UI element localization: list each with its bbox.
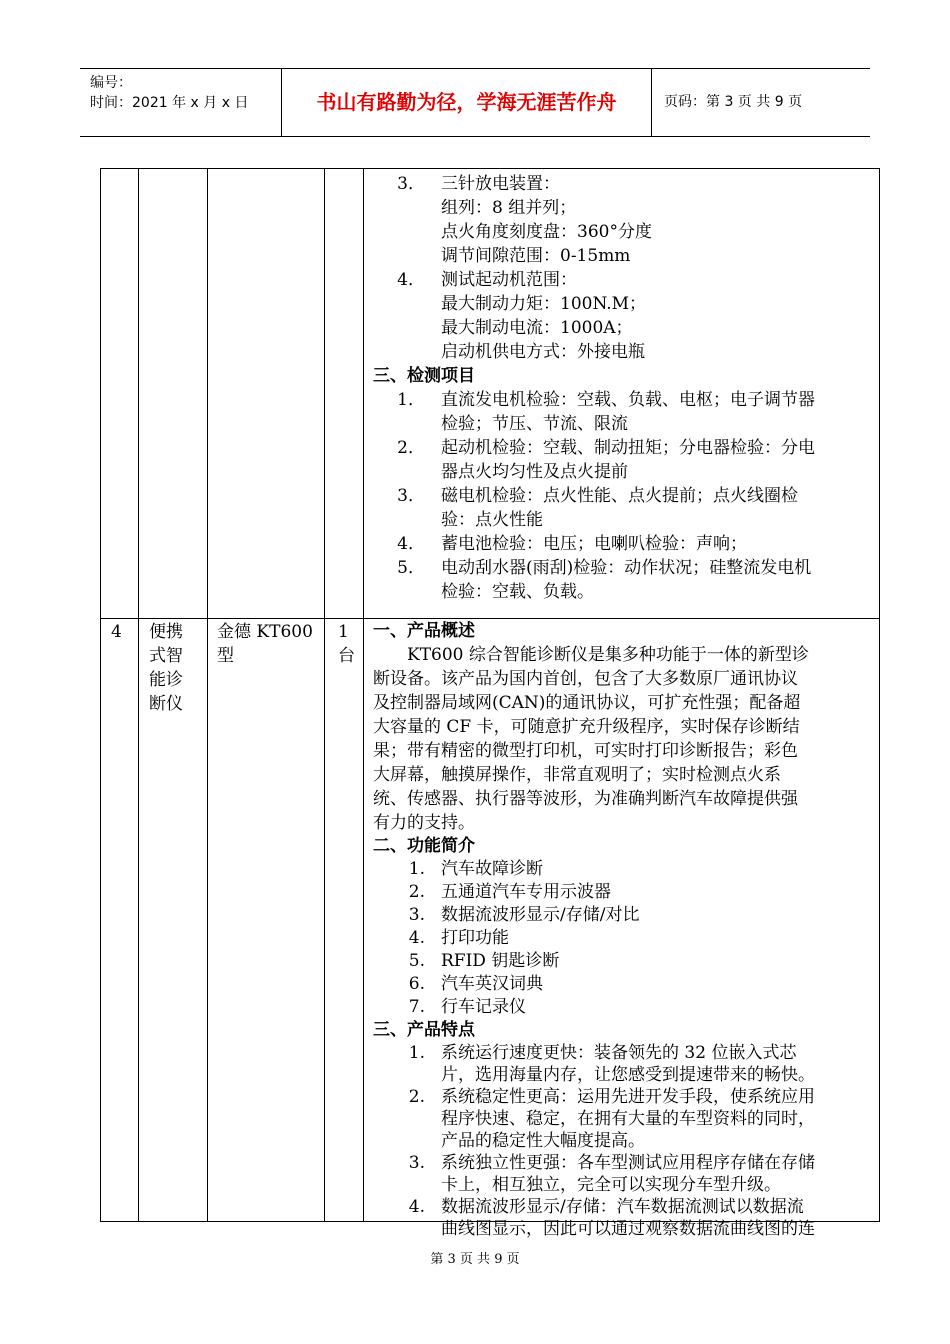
- list-continuation: 器点火均匀性及点火提前: [441, 462, 628, 482]
- overview-line: KT600 综合智能诊断仪是集多种功能于一体的新型诊: [407, 645, 809, 665]
- document-number-label: 编号：: [90, 75, 132, 91]
- function-item: [373, 950, 863, 973]
- list-number: 1．: [397, 390, 425, 410]
- list-continuation: 验：点火性能: [441, 510, 543, 530]
- table-column-divider: [324, 169, 325, 1221]
- section-heading: 三、产品特点: [373, 1020, 475, 1040]
- device-quantity-line: 台: [338, 646, 355, 666]
- overview-line: 大容量的 CF 卡，可随意扩充升级程序，实时保存诊断结: [373, 717, 800, 737]
- list-continuation: 点火角度刻度盘：360°分度: [441, 222, 652, 242]
- feature-item: [373, 1086, 863, 1108]
- list-continuation: 组列：8 组并列；: [441, 198, 577, 218]
- list-continuation: 最大制动电流：1000A；: [441, 318, 633, 338]
- table-row-divider: [101, 618, 879, 619]
- page-header: [80, 68, 870, 137]
- list-continuation: 启动机供电方式：外接电瓶: [441, 342, 645, 362]
- list-number: 3.: [408, 905, 425, 925]
- list-number: 3．: [397, 486, 425, 506]
- device-description: [373, 620, 863, 1240]
- list-number: 4．: [397, 270, 425, 290]
- list-text: 系统运行速度更快：装备领先的 32 位嵌入式芯: [441, 1043, 797, 1063]
- list-continuation: 程序快速、稳定，在拥有大量的车型资料的同时，: [441, 1109, 815, 1129]
- page-footer: 第 3 页 共 9 页: [430, 1252, 520, 1267]
- list-continuation: 最大制动力矩：100N.M；: [441, 294, 647, 314]
- feature-item: [373, 1152, 863, 1174]
- device-name-line: 能诊: [149, 670, 183, 690]
- list-number: 5．: [397, 558, 425, 578]
- list-text: 系统稳定性更高：运用先进开发手段，使系统应用: [441, 1087, 815, 1107]
- list-text: 测试起动机范围：: [441, 270, 577, 290]
- device-model-line: 金德 KT600: [217, 622, 313, 642]
- list-number: 2．: [397, 438, 425, 458]
- list-number: 4.: [408, 1197, 425, 1217]
- overview-line: 断设备。该产品为国内首创，包含了大多数原厂通讯协议: [373, 669, 798, 689]
- list-text: RFID 钥匙诊断: [441, 951, 560, 971]
- overview-line: 及控制器局域网(CAN)的通讯协议，可扩充性强；配备超: [373, 693, 801, 713]
- list-continuation: 卡上，相互独立，完全可以实现分车型升级。: [441, 1175, 781, 1195]
- test-item: [373, 484, 863, 508]
- feature-item: [373, 1042, 863, 1064]
- spec-item: [373, 172, 863, 196]
- list-text: 数据流波形显示/存储/对比: [441, 905, 640, 925]
- list-text: 电动刮水器(雨刮)检验：动作状况；硅整流发电机: [441, 558, 812, 578]
- list-number: 1.: [408, 859, 425, 879]
- test-item: [373, 556, 863, 580]
- function-item: [373, 996, 863, 1019]
- device-model-line: 型: [217, 646, 234, 666]
- equipment-table: [100, 168, 880, 1239]
- header-divider: [651, 69, 652, 136]
- device-quantity: [338, 620, 360, 668]
- list-continuation: 调节间隙范围：0-15mm: [441, 246, 631, 266]
- list-number: 5.: [408, 951, 425, 971]
- list-text: 打印功能: [441, 928, 509, 948]
- list-continuation: 产品的稳定性大幅度提高。: [441, 1131, 645, 1151]
- function-item: [373, 858, 863, 881]
- device-name-line: 断仪: [149, 694, 183, 714]
- header-meta: [90, 73, 248, 113]
- list-text: 起动机检验：空载、制动扭矩；分电器检验：分电: [441, 438, 815, 458]
- test-item: [373, 436, 863, 460]
- table-column-divider: [363, 169, 364, 1221]
- row-index: 4: [111, 622, 122, 642]
- list-text: 磁电机检验：点火性能、点火提前；点火线圈检: [441, 486, 798, 506]
- header-motto: 书山有路勤为径，学海无涯苦作舟: [316, 90, 617, 114]
- overview-line: 大屏幕，触摸屏操作，非常直观明了；实时检测点火系: [373, 765, 781, 785]
- list-text: 五通道汽车专用示波器: [441, 882, 611, 902]
- overview-line: 果；带有精密的微型打印机，可实时打印诊断报告；彩色: [373, 741, 798, 761]
- list-text: 三针放电装置：: [441, 174, 560, 194]
- list-number: 3．: [397, 174, 425, 194]
- overview-line: 统、传感器、执行器等波形，为准确判断汽车故障提供强: [373, 789, 798, 809]
- overview-line: 有力的支持。: [373, 813, 475, 833]
- list-text: 蓄电池检验：电压；电喇叭检验：声响；: [441, 534, 747, 554]
- continued-row-content: [373, 172, 863, 604]
- device-name: [149, 620, 207, 716]
- spec-item: [373, 268, 863, 292]
- section-heading: 二、功能简介: [373, 836, 475, 856]
- list-number: 4．: [397, 534, 425, 554]
- list-text: 系统独立性更强：各车型测试应用程序存储在存储: [441, 1153, 815, 1173]
- device-model: [217, 620, 323, 668]
- list-continuation: 曲线图显示，因此可以通过观察数据流曲线图的连: [441, 1219, 815, 1239]
- list-number: 7.: [408, 997, 425, 1017]
- section-heading: 一、产品概述: [373, 621, 475, 641]
- function-item: [373, 904, 863, 927]
- table-column-divider: [207, 169, 208, 1221]
- function-item: [373, 973, 863, 996]
- document-date: 时间：2021 年 x 月 x 日: [90, 95, 249, 111]
- test-item: [373, 388, 863, 412]
- list-text: 行车记录仪: [441, 997, 526, 1017]
- list-text: 汽车英汉词典: [441, 974, 543, 994]
- list-continuation: 检验；节压、节流、限流: [441, 414, 628, 434]
- feature-item: [373, 1196, 863, 1218]
- list-text: 数据流波形显示/存储：汽车数据流测试以数据流: [441, 1197, 804, 1217]
- list-number: 3.: [408, 1153, 425, 1173]
- device-name-line: 便携: [149, 622, 183, 642]
- list-text: 汽车故障诊断: [441, 859, 543, 879]
- device-quantity-line: 1: [338, 622, 349, 642]
- list-number: 1.: [408, 1043, 425, 1063]
- list-number: 2.: [408, 1087, 425, 1107]
- list-continuation: 片，选用海量内存，让您感受到提速带来的畅快。: [441, 1065, 815, 1085]
- function-item: [373, 881, 863, 904]
- table-column-divider: [138, 169, 139, 1221]
- list-continuation: 检验：空载、负载。: [441, 582, 594, 602]
- list-number: 2.: [408, 882, 425, 902]
- list-number: 6.: [408, 974, 425, 994]
- function-item: [373, 927, 863, 950]
- list-text: 直流发电机检验：空载、负载、电枢；电子调节器: [441, 390, 815, 410]
- header-page-info: 页码：第 3 页 共 9 页: [664, 94, 803, 110]
- test-item: [373, 532, 863, 556]
- list-number: 4.: [408, 928, 425, 948]
- section-heading: 三、检测项目: [373, 366, 475, 386]
- device-name-line: 式智: [149, 646, 183, 666]
